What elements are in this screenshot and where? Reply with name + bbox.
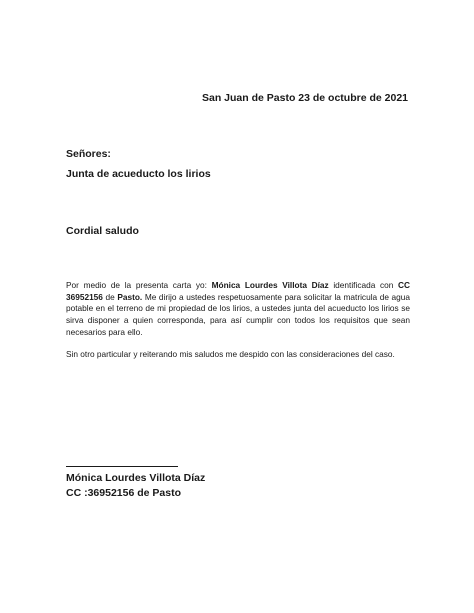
greeting: Cordial saludo [66,225,139,237]
paragraph1-text-4: Me dirijo a ustedes respetuosamente para solicitar la matricula de agua potable en el terreno de mi propiedad de los lirios, a ustedes junta del acueducto los lirios se sirva disponer a quien corresponda, para así cumplir con todos los requisitos que sean necesarios para ello. [66,291,411,337]
letter-date: San Juan de Pasto 23 de octubre de 2021 [202,92,408,104]
recipient-title: Señores: [66,148,111,160]
recipient-name: Junta de acueducto los lirios [66,168,211,180]
signature-line [66,466,178,467]
body-paragraph-2: Sin otro particular y reiterando mis saludos me despido con las consideraciones del caso. [66,349,395,359]
signature-name: Mónica Lourdes Villota Díaz [66,472,206,484]
body-paragraph-1 [66,280,410,339]
paragraph1-text-2: identificada con [328,280,399,290]
sender-name: Mónica Lourdes Villota Díaz [211,280,329,290]
sender-city: Pasto. [117,291,143,302]
signature-id: CC :36952156 de Pasto [66,487,181,499]
paragraph1-text-1: Por medio de la presenta carta yo: [66,280,212,290]
paragraph1-text-3: de [102,291,118,302]
sender-id: CC 36952156 [66,280,410,302]
